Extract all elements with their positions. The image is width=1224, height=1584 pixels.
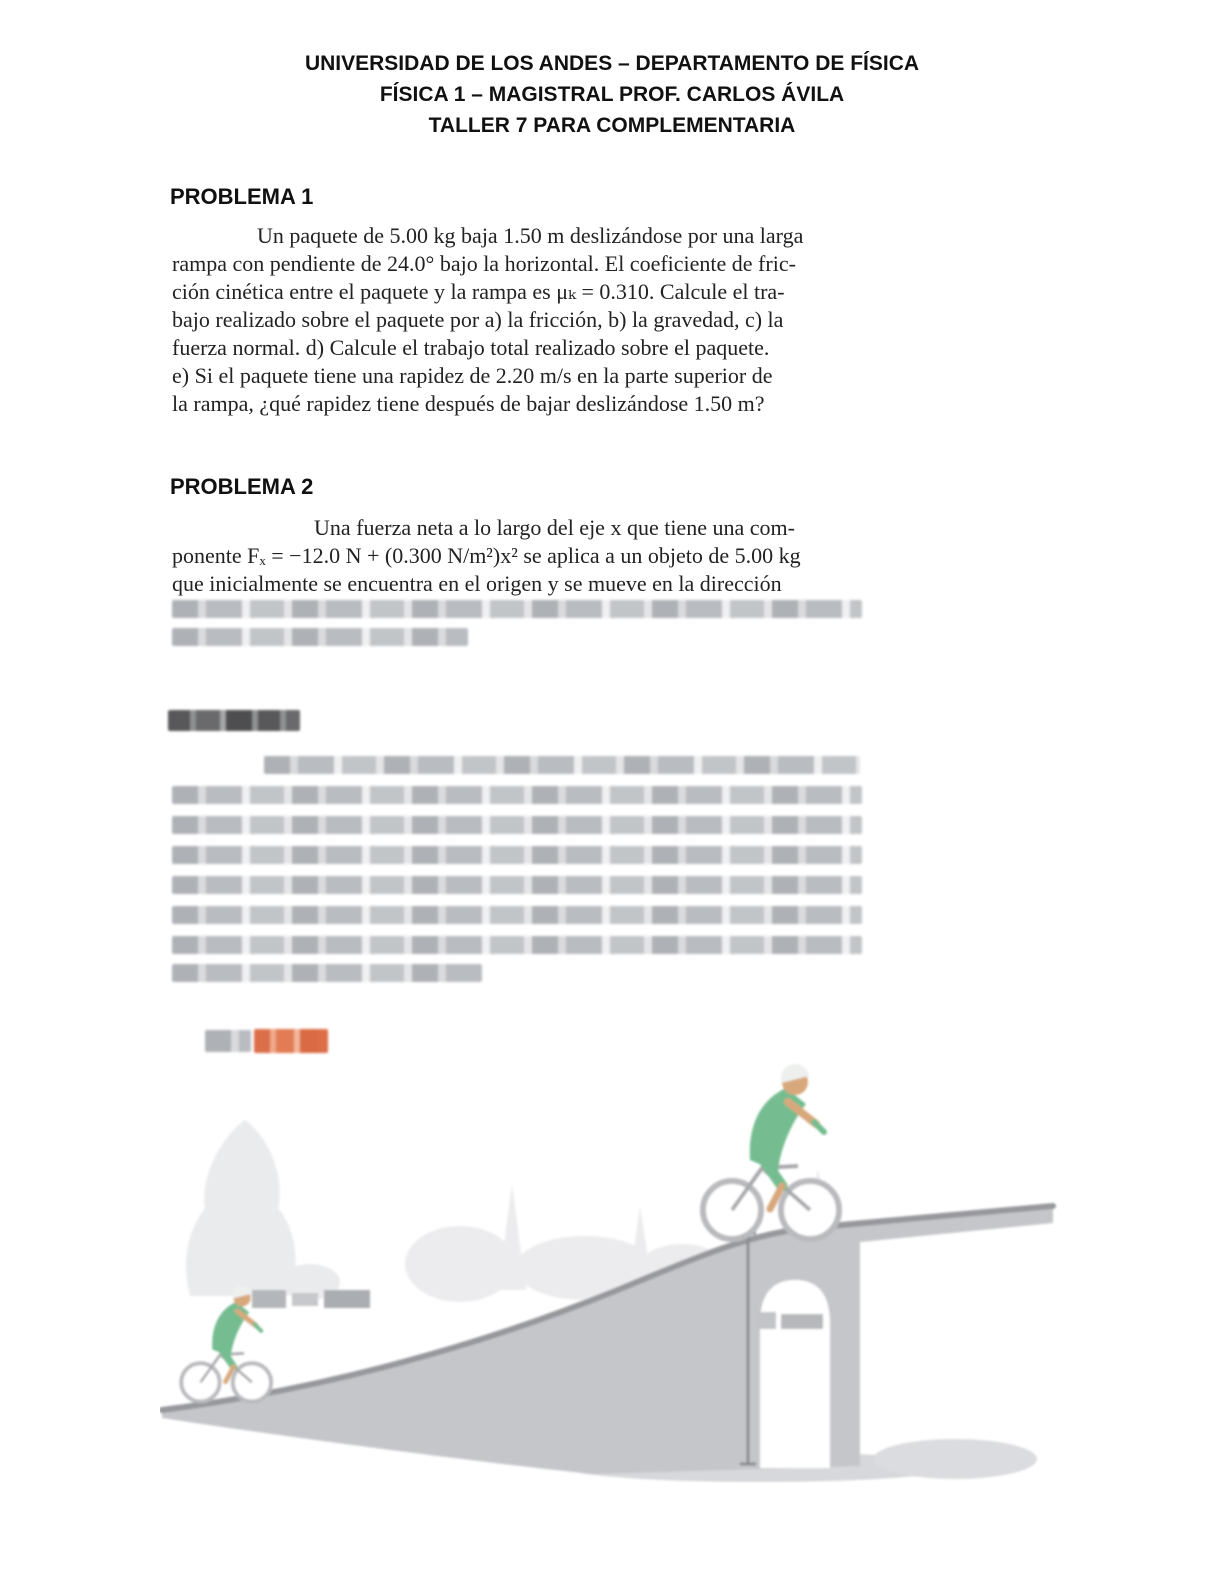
problem-text-line: fuerza normal. d) Calcule el trabajo total realizado sobre el paquete. <box>172 335 770 360</box>
problem-text-line: que inicialmente se encuentra en el origen y se mueve en la dirección <box>172 571 782 596</box>
redacted-text-line <box>172 876 862 894</box>
problema-3-heading-redacted <box>168 710 300 731</box>
university-title: UNIVERSIDAD DE LOS ANDES – DEPARTAMENTO DE FÍSICA <box>304 52 920 75</box>
problem-text-line: Un paquete de 5.00 kg baja 1.50 m deslizándose por una larga <box>257 223 804 248</box>
ground-shadow <box>873 1439 1037 1479</box>
course-title: FÍSICA 1 – MAGISTRAL PROF. CARLOS ÁVILA <box>379 83 845 106</box>
cyclist-figure-top <box>703 1064 839 1239</box>
document-header <box>0 48 1224 141</box>
problem-text-line: ción cinética entre el paquete y la rampa es μₖ = 0.310. Calcule el tra- <box>172 279 785 304</box>
redacted-height-label <box>758 1312 823 1329</box>
redacted-text-line <box>172 906 862 924</box>
tree-silhouette <box>186 1120 340 1300</box>
bridge-figure-svg <box>160 1058 1065 1483</box>
problema-2-text <box>172 514 882 598</box>
problem-text-line: bajo realizado sobre el paquete por a) la fricción, b) la gravedad, c) la <box>172 307 784 332</box>
redacted-text-line <box>172 846 862 864</box>
redacted-text-line <box>264 756 860 774</box>
bridge-arch <box>760 1280 830 1468</box>
redacted-text-line <box>172 786 862 804</box>
problem-text-line: e) Si el paquete tiene una rapidez de 2.20 m/s en la parte superior de <box>172 363 773 388</box>
redacted-text-line <box>172 600 862 618</box>
worksheet-title: TALLER 7 PARA COMPLEMENTARIA <box>428 114 796 137</box>
redacted-caption-word <box>205 1030 251 1052</box>
redacted-figure-number <box>254 1029 328 1053</box>
problema-1-heading: PROBLEMA 1 <box>170 184 314 209</box>
problema-1-text <box>172 222 882 418</box>
problem-text-line: la rampa, ¿qué rapidez tiene después de bajar deslizándose 1.50 m? <box>172 391 765 416</box>
redacted-text-line <box>172 964 482 982</box>
redacted-text-line <box>172 936 862 954</box>
problema-2-heading: PROBLEMA 2 <box>170 474 314 499</box>
problem-text-line: rampa con pendiente de 24.0° bajo la horizontal. El coeficiente de fric- <box>172 251 796 276</box>
figure-illustration <box>160 1058 1065 1483</box>
redacted-text-line <box>172 816 862 834</box>
problem-text-line: ponente Fₓ = −12.0 N + (0.300 N/m²)x² se aplica a un objeto de 5.00 kg <box>172 543 801 568</box>
problem-text-line: Una fuerza neta a lo largo del eje x que tiene una com- <box>314 515 795 540</box>
redacted-text-line <box>172 628 468 646</box>
